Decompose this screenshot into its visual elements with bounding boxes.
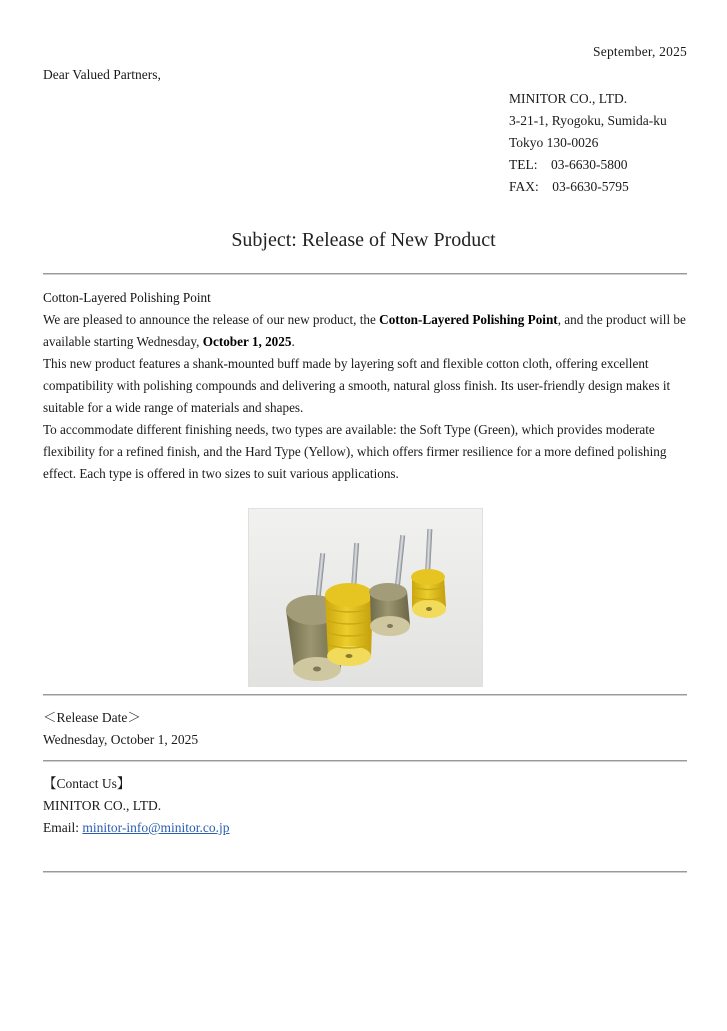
release-date-value: Wednesday, October 1, 2025	[43, 732, 199, 747]
contact-email-line	[43, 817, 230, 839]
release-date-section	[43, 707, 198, 751]
company-address-line-2: Tokyo 130-0026	[509, 135, 599, 150]
p1-text-end: .	[291, 334, 295, 349]
contact-section	[43, 773, 230, 839]
letter-date: September, 2025	[593, 44, 687, 59]
email-label: Email:	[43, 820, 83, 835]
green-small-buff	[369, 583, 410, 636]
p1-text-b: , and the product will be available starting Wednesday,	[43, 312, 686, 349]
announcement-paragraph-2: This new product features a shank-mounted buff made by layering soft and flexible cotton cloth, offering excellent compatibility with polishing compounds and delivering a smooth, natural gloss finish. Its user-friendly design makes it suitable for a wide range of materials and shapes.	[43, 356, 671, 415]
announcement-paragraph-1	[43, 309, 693, 353]
product-name-highlight: Cotton-Layered Polishing Point	[379, 312, 558, 327]
company-tel: TEL: 03-6630-5800	[509, 157, 628, 172]
greeting: Dear Valued Partners,	[43, 67, 161, 82]
announcement-paragraph-3: To accommodate different finishing needs, two types are available: the Soft Type (Green), which provides moderate flexibility for a refined finish, and the Hard Type (Yellow), which offers firmer resilience for a more defined polishing effect. Each type is offered in two sizes to suit various applications.	[43, 422, 667, 481]
yellow-large-buff	[325, 583, 373, 666]
product-photo	[248, 508, 483, 687]
email-link[interactable]: minitor-info@minitor.co.jp	[82, 820, 230, 835]
subject-title: Subject: Release of New Product	[231, 229, 496, 251]
announcement-body	[43, 287, 693, 485]
divider	[43, 871, 687, 873]
company-name: MINITOR CO., LTD.	[509, 91, 628, 106]
contact-company: MINITOR CO., LTD.	[43, 798, 162, 813]
p1-text-a: We are pleased to announce the release of our new product, the	[43, 312, 380, 327]
release-date-highlight: October 1, 2025	[202, 334, 292, 349]
divider	[43, 760, 687, 762]
product-heading: Cotton-Layered Polishing Point	[43, 290, 211, 305]
yellow-small-buff	[411, 569, 446, 618]
company-address-block	[509, 88, 667, 198]
polishing-points-illustration	[249, 509, 482, 686]
divider	[43, 694, 687, 696]
contact-label: 【Contact Us】	[43, 776, 131, 791]
company-address-line-1: 3-21-1, Ryogoku, Sumida-ku	[509, 113, 667, 128]
company-fax: FAX: 03-6630-5795	[509, 179, 629, 194]
release-date-label: ＜Release Date＞	[43, 710, 141, 725]
divider	[43, 273, 687, 275]
